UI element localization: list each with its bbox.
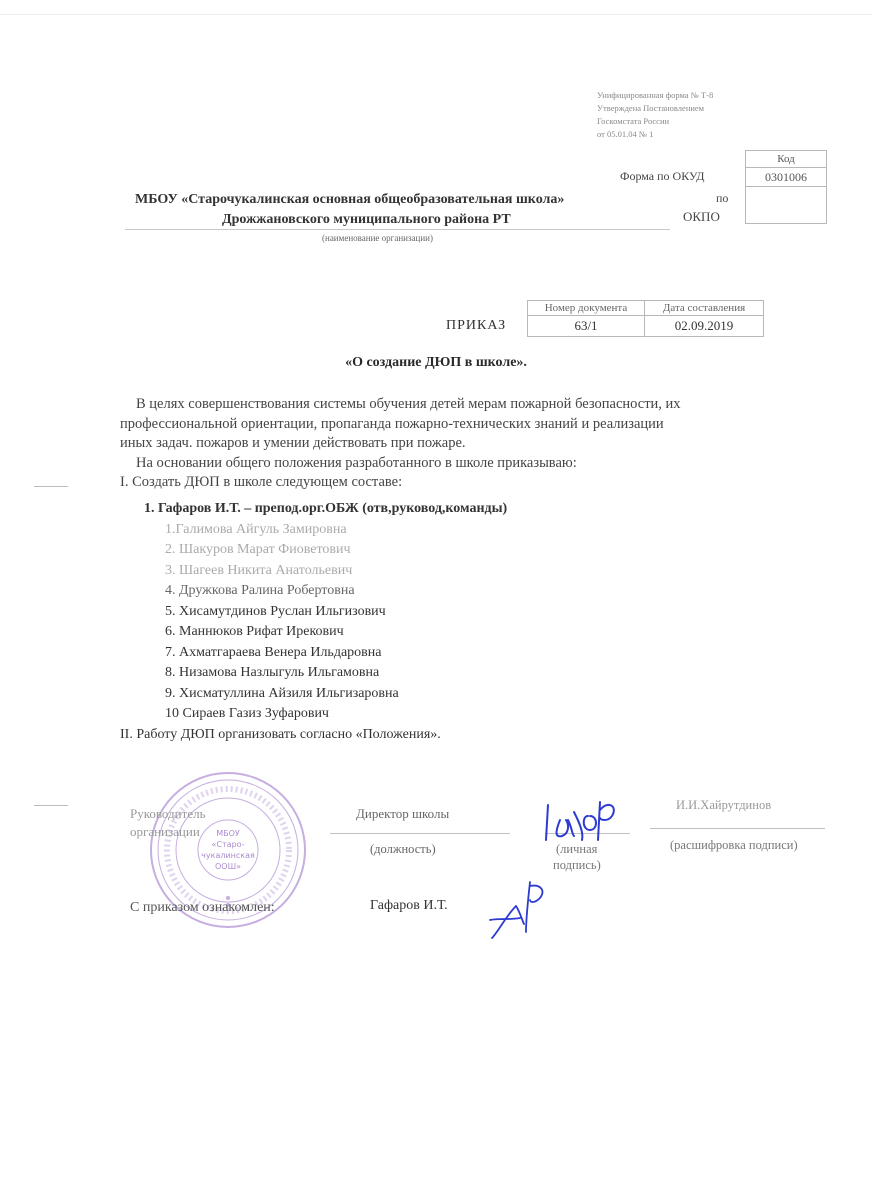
- director-signature: [538, 790, 628, 850]
- list-item: 4. Дружкова Ралина Робертовна: [165, 583, 355, 598]
- unified-form-line: от 05.01.04 № 1: [597, 129, 654, 139]
- unified-form-notice: [597, 89, 797, 141]
- page-top-edge: [0, 14, 872, 15]
- head-label-2: организации: [130, 824, 200, 839]
- team-list: [120, 499, 507, 745]
- team-leader: 1. Гафаров И.Т. – препод.орг.ОБЖ (отв,руковод,команды): [144, 501, 508, 516]
- unified-form-line: Унифицированная форма № Т-8: [597, 90, 714, 100]
- okpo-label: ОКПО: [683, 209, 720, 224]
- paragraph-line: профессиональной ориентации, пропаганда пожарно-технических знаний и реализации: [120, 415, 664, 432]
- stamp-line: ООШ»: [214, 862, 242, 871]
- order-kind: ПРИКАЗ: [446, 318, 507, 333]
- decode-caption: (расшифровка подписи): [670, 838, 798, 852]
- list-item: 10 Сираев Газиз Зуфарович: [165, 706, 329, 721]
- list-item: 8. Низамова Назлыгуль Ильгамовна: [165, 665, 380, 680]
- point-two: II. Работу ДЮП организовать согласно «Положения».: [120, 726, 441, 742]
- binder-hole-mark: [34, 805, 68, 806]
- po-label: по: [716, 191, 729, 205]
- stamp-line: «Старо-: [211, 840, 245, 849]
- document-number-table: [527, 300, 764, 337]
- organization-name-line1: МБОУ «Старочукалинская основная общеобразовательная школа»: [135, 192, 565, 207]
- unified-form-line: Госкомстата России: [597, 116, 670, 126]
- position-line: [330, 833, 510, 834]
- acquainted-name: Гафаров И.Т.: [370, 898, 448, 913]
- list-item: 3. Шагеев Никита Анатольевич: [165, 562, 353, 578]
- doc-date: 02.09.2019: [645, 316, 764, 337]
- okud-label: Форма по ОКУД: [620, 169, 705, 183]
- order-title: «О создание ДЮП в школе».: [345, 355, 527, 370]
- list-item: 7. Ахматгараева Венера Ильдаровна: [165, 644, 382, 660]
- stamp-line: чукалинская: [201, 851, 255, 860]
- doc-date-header: Дата составления: [645, 301, 764, 316]
- okud-code: 0301006: [746, 168, 827, 187]
- organization-caption: (наименование организации): [322, 233, 433, 243]
- list-item: 1.Галимова Айгуль Замировна: [165, 521, 347, 537]
- list-item: 9. Хисматуллина Айзиля Ильгизаровна: [165, 685, 399, 701]
- okpo-code-cell: [746, 187, 827, 224]
- position-value: Директор школы: [356, 806, 450, 821]
- personal-signature-caption-2: подпись): [553, 858, 601, 872]
- list-item: 2. Шакуров Марат Фиоветович: [165, 542, 351, 557]
- decoded-name: И.И.Хайрутдинов: [676, 798, 772, 812]
- decode-line: [650, 828, 825, 829]
- doc-number-header: Номер документа: [528, 301, 645, 316]
- head-label-1: Руководитель: [130, 806, 206, 821]
- stamp-line: МБОУ: [216, 829, 240, 838]
- paragraph-line: На основании общего положения разработанного в школе приказываю:: [136, 454, 577, 471]
- code-header: Код: [746, 151, 827, 168]
- doc-number: 63/1: [528, 316, 645, 337]
- acquainted-label: С приказом ознакомлен:: [130, 900, 275, 915]
- order-body: [120, 395, 800, 493]
- position-caption: (должность): [370, 842, 436, 856]
- list-item: 5. Хисамутдинов Руслан Ильгизович: [165, 603, 386, 619]
- unified-form-line: Утверждена Постановлением: [597, 103, 705, 113]
- point-one: I. Создать ДЮП в школе следующем составе:: [120, 474, 403, 490]
- personal-signature-caption-1: (личная: [556, 842, 598, 856]
- acquainted-signature: [486, 876, 556, 946]
- list-item: 6. Маннюков Рифат Ирекович: [165, 624, 344, 639]
- paragraph-line: В целях совершенствования системы обучения детей мерам пожарной безопасности, их: [136, 396, 681, 412]
- organization-underline: [125, 229, 670, 230]
- paragraph-line: иных задач. пожаров и умении действовать при пожаре.: [120, 435, 466, 451]
- code-table: [745, 150, 827, 224]
- organization-name-line2: Дрожжановского муниципального района РТ: [222, 212, 511, 227]
- binder-hole-mark: [34, 486, 68, 487]
